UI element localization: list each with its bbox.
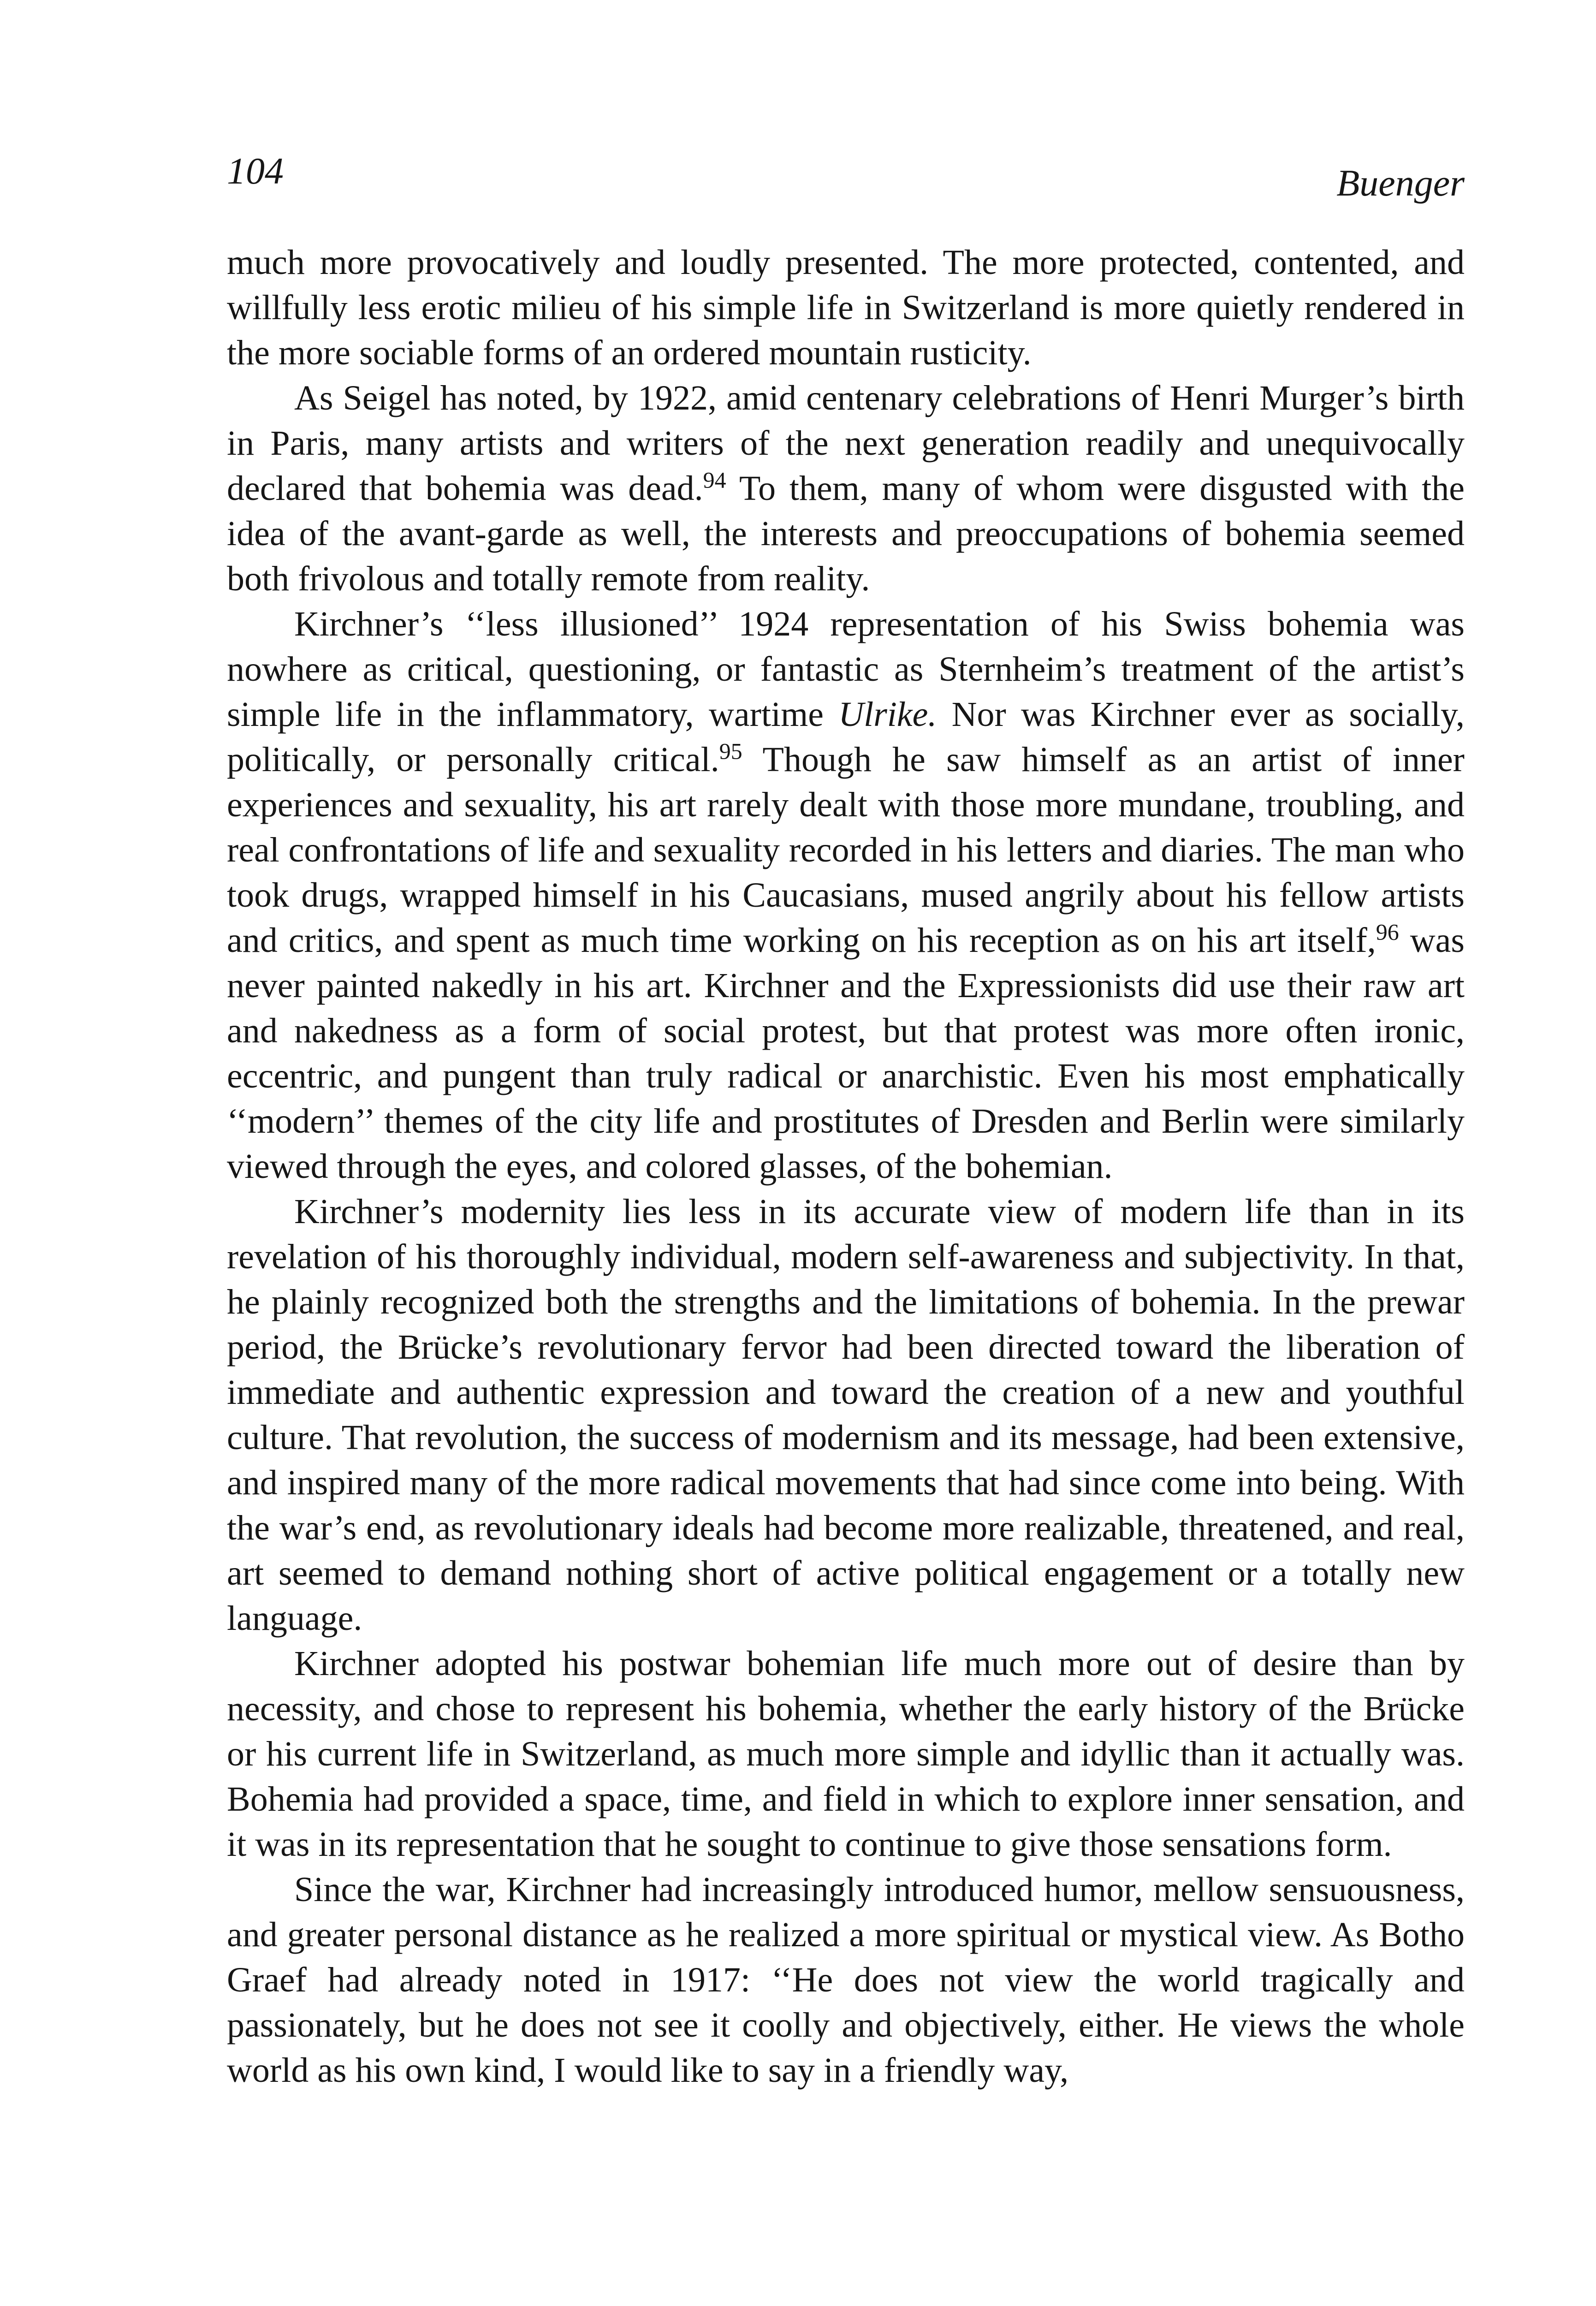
text-run: Nor was Kirchner ever as socially, politically, or personally critical. — [227, 695, 1465, 779]
running-head: Buenger — [1336, 162, 1465, 204]
text-run: Though he saw himself as an artist of inner experiences and sexuality, his art rarely dealt with those more mundane, troubling, and real confrontations of life and sexuality recorded in his letters and diaries. The man who took drugs, wrapped himself in his Caucasians, mused angrily about his fellow artists and critics, and spent as much time working on his reception as on his art itself, — [227, 740, 1465, 960]
text-run: As Seigel has noted, by 1922, amid centenary celebrations of Henri Murger’s birth in Paris, many artists and writers of the next generation readily and unequivocally declared that bohemia was dead. — [227, 379, 1465, 508]
page-number: 104 — [227, 150, 284, 192]
text-run: Since the war, Kirchner had increasingly introduced humor, mellow sensuousness, and greater personal distance as he realized a more spiritual or mystical view. As Botho Graef had already noted in 1917: ‘‘He does not view the world tragically and passionately, but he does not see it coolly and objectively, either. He views the whole world as his own kind, I would like to say in a friendly way, — [227, 1870, 1465, 2090]
paragraph — [227, 1641, 1465, 1867]
text-run: Kirchner’s modernity lies less in its accurate view of modern life than in its revelation of his thoroughly individual, modern self-awareness and subjectivity. In that, he plainly recognized both the strengths and the limitations of bohemia. In the prewar period, the Brücke’s revolutionary fervor had been directed toward the liberation of immediate and authentic expression and toward the creation of a new and youthful culture. That revolution, the success of modernism and its message, had been extensive, and inspired many of the more radical movements that had since come into being. With the war’s end, as revolutionary ideals had become more realizable, threatened, and real, art seemed to demand nothing short of active political engagement or a totally new language. — [227, 1192, 1465, 1638]
italic-title-ulrike: Ulrike. — [838, 695, 937, 734]
paragraph — [227, 1867, 1465, 2093]
footnote-ref-96: 96 — [1376, 919, 1399, 945]
page-header — [227, 152, 1465, 203]
paragraph — [227, 601, 1465, 1189]
footnote-ref-95: 95 — [719, 738, 742, 764]
paragraph-continued — [227, 240, 1465, 375]
text-run: much more provocatively and loudly presented. The more protected, contented, and willfully less erotic milieu of his simple life in Switzerland is more quietly rendered in the more sociable forms of an ordered mountain rusticity. — [227, 243, 1465, 372]
footnote-ref-94: 94 — [703, 467, 726, 493]
text-run: Kirchner’s ‘‘less illusioned’’ 1924 representation of his Swiss bohemia was nowhere as critical, questioning, or fantastic as Sternheim’s treatment of the artist’s simple life in the inflammatory, wartime — [227, 605, 1465, 734]
text-run: To them, many of whom were disgusted with the idea of the avant-garde as well, the interests and preoccupations of bohemia seemed both frivolous and totally remote from reality. — [227, 469, 1465, 598]
paragraph — [227, 1189, 1465, 1641]
text-run: Kirchner adopted his postwar bohemian life much more out of desire than by necessity, and chose to represent his bohemia, whether the early history of the Brücke or his current life in Switzerland, as much more simple and idyllic than it actually was. Bohemia had provided a space, time, and field in which to explore inner sensation, and it was in its representation that he sought to continue to give those sensations form. — [227, 1644, 1465, 1864]
text-run: was never painted nakedly in his art. Kirchner and the Expressionists did use their raw art and nakedness as a form of social protest, but that protest was more often ironic, eccentric, and pungent than truly radical or anarchistic. Even his most emphatically ‘‘modern’’ themes of the city life and prostitutes of Dresden and Berlin were similarly viewed through the eyes, and colored glasses, of the bohemian. — [227, 921, 1465, 1186]
body-text — [227, 240, 1465, 2093]
paragraph — [227, 375, 1465, 601]
